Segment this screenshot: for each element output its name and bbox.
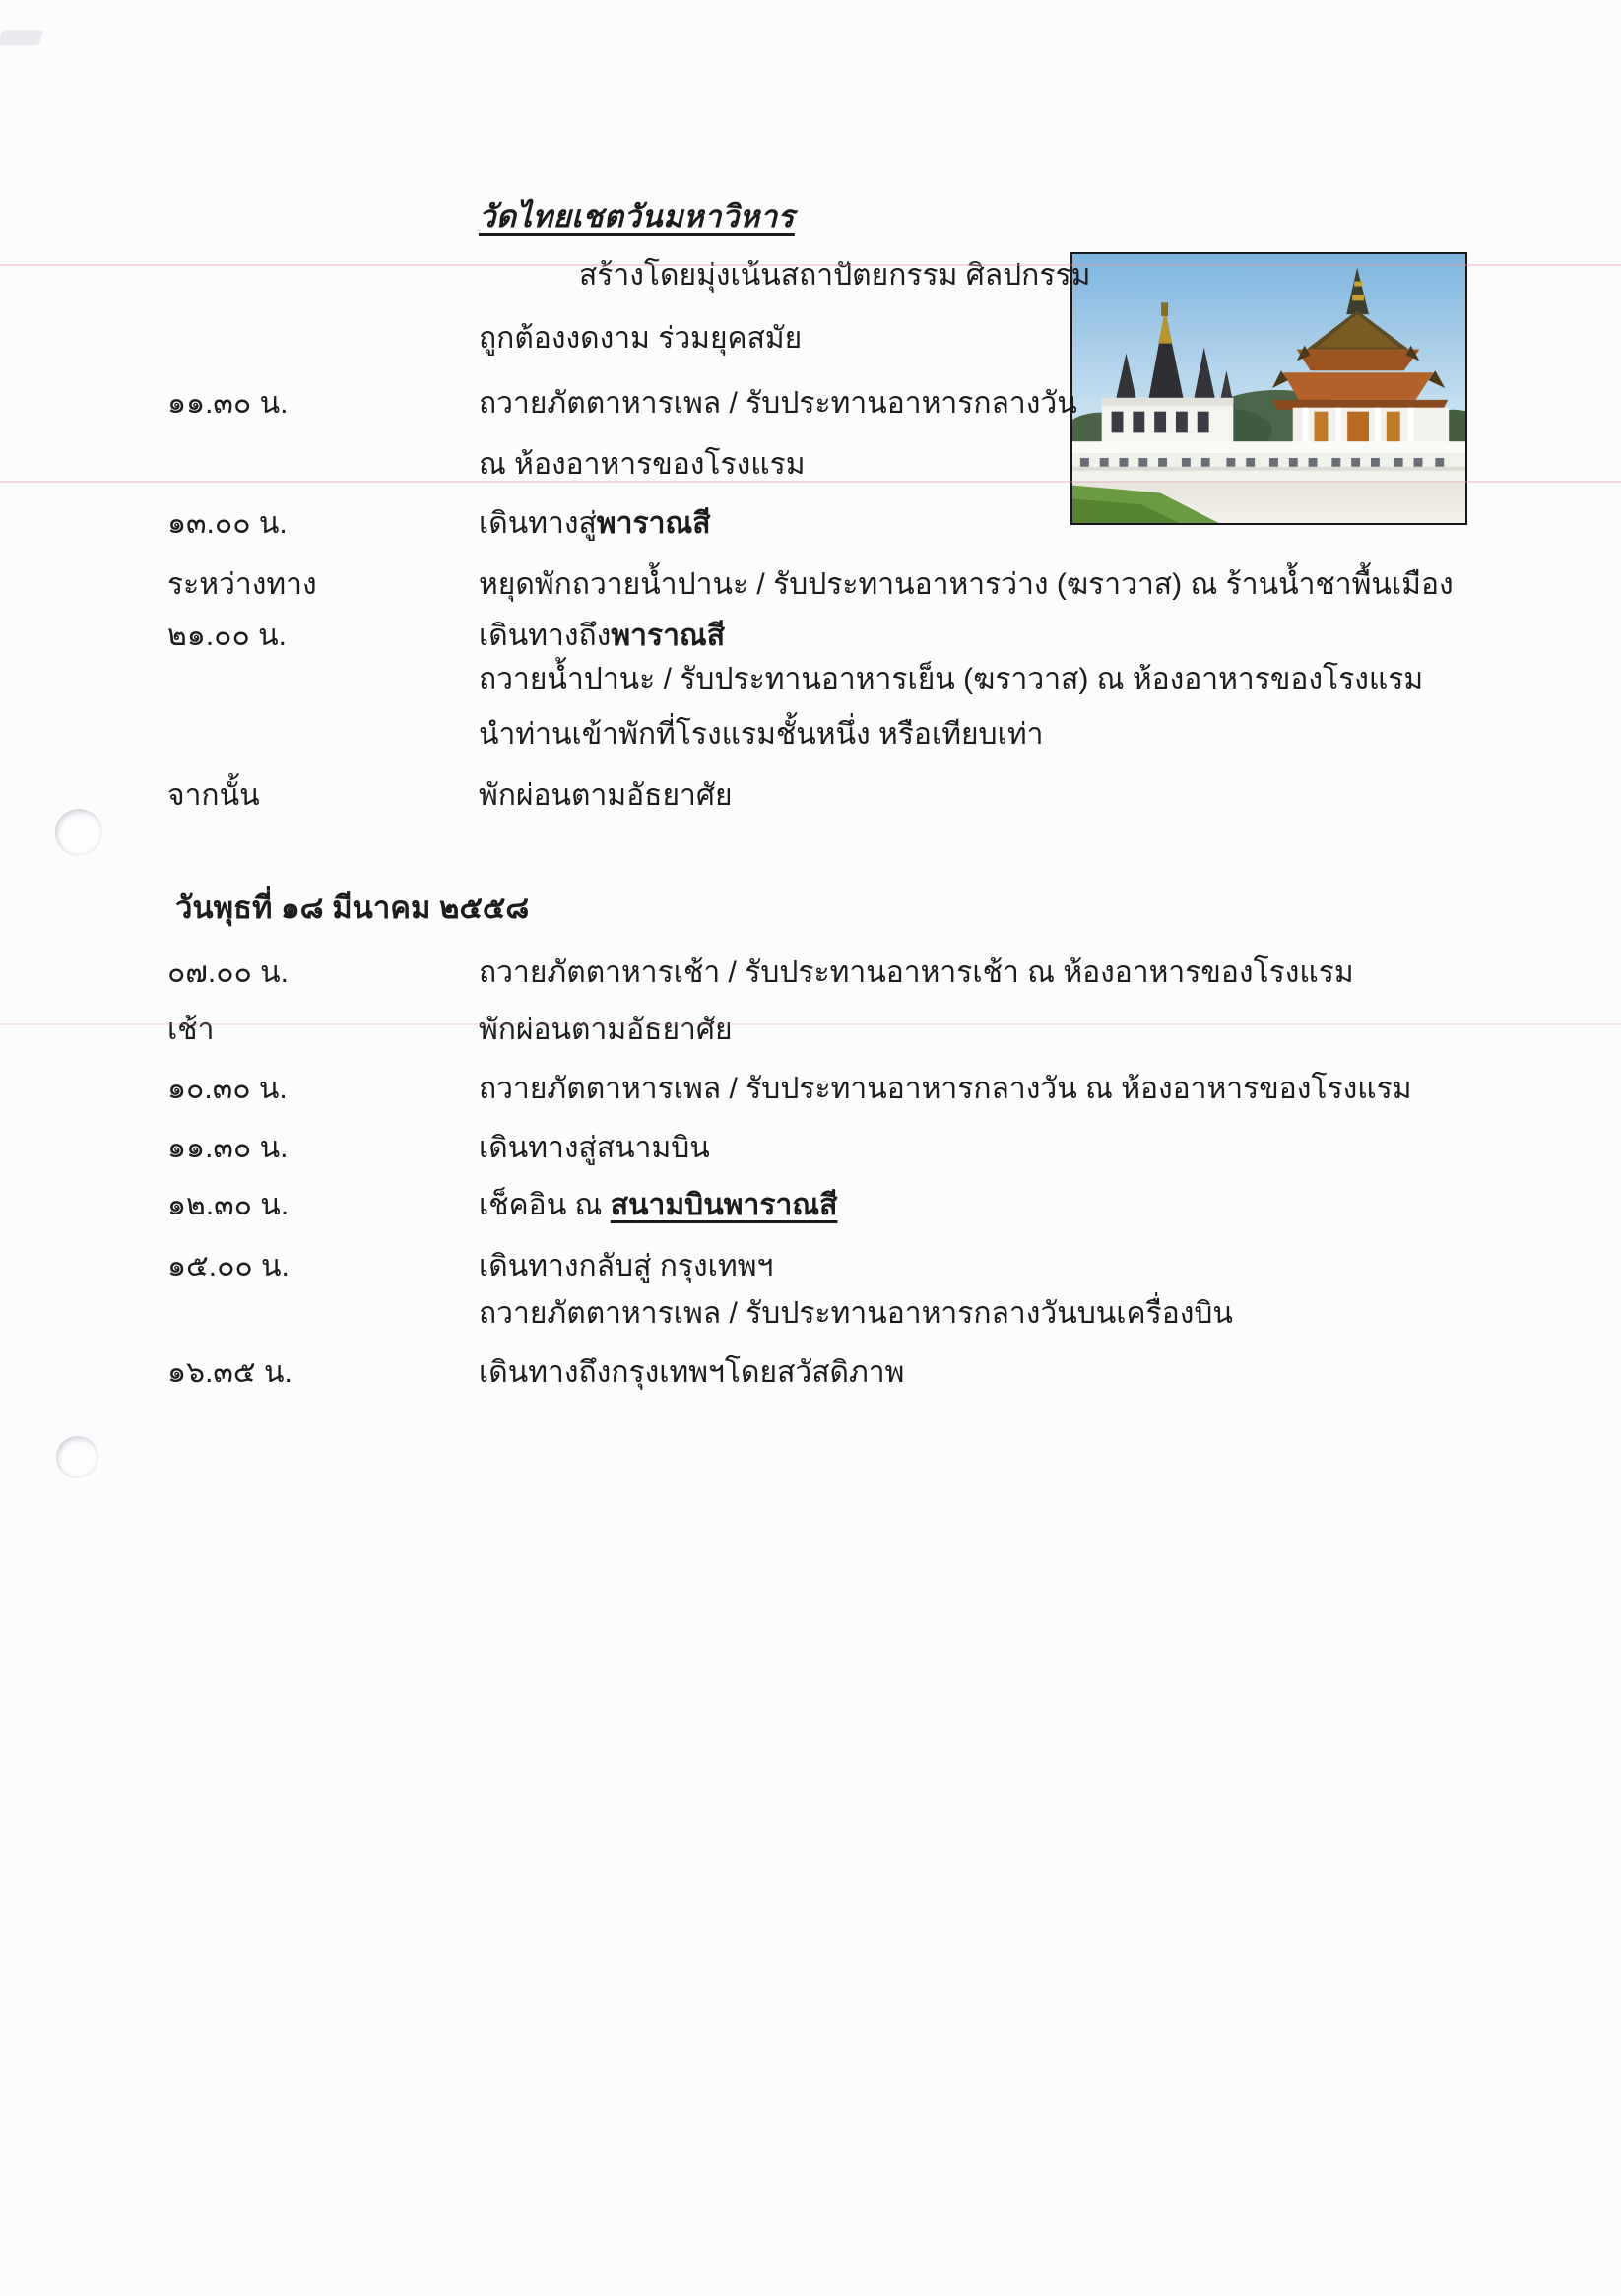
description-segment: ถวายน้ำปานะ / รับประทานอาหารเย็น (ฆราวาส) ณ ห้องอาหารของโรงแรม bbox=[479, 663, 1424, 695]
description-segment: ถวายภัตตาหารเช้า / รับประทานอาหารเช้า ณ ห้องอาหารของโรงแรม bbox=[479, 956, 1354, 989]
description-segment: สนามบินพาราณสี bbox=[610, 1189, 838, 1221]
row-time-label: ๒๑.๐๐ น. bbox=[167, 620, 287, 652]
row-time-label: ระหว่างทาง bbox=[167, 568, 317, 601]
description-segment: ถวายภัตตาหารเพล / รับประทานอาหารกลางวัน bbox=[479, 387, 1077, 420]
row-description bbox=[479, 613, 725, 659]
description-segment: พักผ่อนตามอัธยาศัย bbox=[479, 779, 733, 812]
itinerary-row bbox=[0, 1125, 1621, 1172]
day2-date-header: วันพุธที่ ๑๘ มีนาคม ๒๕๕๘ bbox=[175, 890, 530, 925]
row-time-label: ๑๖.๓๕ น. bbox=[167, 1356, 292, 1389]
itinerary-row bbox=[0, 950, 1621, 997]
description-segment: ถูกต้องงดงาม ร่วมยุคสมัย bbox=[479, 322, 803, 355]
itinerary-row bbox=[0, 252, 1621, 299]
description-segment: เดินทางถึงกรุงเทพฯโดยสวัสดิภาพ bbox=[479, 1356, 905, 1389]
itinerary-row bbox=[0, 561, 1621, 609]
description-segment: เดินทางสู่ bbox=[479, 507, 597, 540]
hole-punch-mark bbox=[56, 1436, 98, 1478]
row-time-label: ๑๑.๓๐ น. bbox=[167, 387, 289, 420]
scan-smudge bbox=[0, 30, 44, 45]
itinerary-row bbox=[0, 1182, 1621, 1229]
row-description bbox=[479, 950, 1354, 996]
description-segment: เดินทางสู่สนามบิน bbox=[479, 1132, 710, 1164]
row-description bbox=[479, 500, 711, 547]
description-segment: พาราณสี bbox=[611, 620, 726, 652]
itinerary-row bbox=[0, 1066, 1621, 1113]
description-segment: พาราณสี bbox=[596, 507, 711, 540]
row-time-label: เช้า bbox=[167, 1014, 215, 1046]
itinerary-row bbox=[0, 656, 1621, 703]
row-time-label: ๑๐.๓๐ น. bbox=[167, 1073, 288, 1105]
description-segment: นำท่านเข้าพักที่โรงแรมชั้นหนึ่ง หรือเทียบเท่า bbox=[479, 718, 1044, 751]
description-segment: ถวายภัตตาหารเพล / รับประทานอาหารกลางวัน ณ ห้องอาหารของโรงแรม bbox=[479, 1073, 1412, 1105]
row-time-label: ๑๓.๐๐ น. bbox=[167, 507, 288, 540]
itinerary-row bbox=[0, 441, 1621, 489]
row-description bbox=[579, 252, 1090, 298]
row-description bbox=[479, 1243, 773, 1289]
description-segment: เช็คอิน ณ bbox=[479, 1189, 611, 1221]
row-description bbox=[479, 656, 1423, 702]
row-description bbox=[479, 711, 1043, 757]
itinerary-row bbox=[0, 613, 1621, 660]
itinerary-row bbox=[0, 1290, 1621, 1338]
row-description bbox=[479, 315, 802, 361]
description-segment: ณ ห้องอาหารของโรงแรม bbox=[479, 448, 806, 481]
row-description bbox=[479, 1182, 837, 1228]
row-description bbox=[479, 772, 733, 819]
row-description bbox=[479, 380, 1077, 426]
row-time-label: ๐๗.๐๐ น. bbox=[167, 956, 290, 989]
row-time-label: ๑๒.๓๐ น. bbox=[167, 1189, 290, 1221]
itinerary-row bbox=[0, 772, 1621, 820]
description-segment: หยุดพักถวายน้ำปานะ / รับประทานอาหารว่าง (ฆราวาส) ณ ร้านน้ำชาพื้นเมือง bbox=[479, 568, 1454, 601]
description-segment: สร้างโดยมุ่งเน้นสถาปัตยกรรม ศิลปกรรม bbox=[579, 259, 1091, 292]
row-time-label: จากนั้น bbox=[167, 779, 260, 812]
row-description bbox=[479, 441, 805, 488]
itinerary-row bbox=[0, 1243, 1621, 1290]
itinerary-row bbox=[0, 1007, 1621, 1054]
row-time-label: ๑๕.๐๐ น. bbox=[167, 1250, 290, 1282]
row-time-label: ๑๑.๓๐ น. bbox=[167, 1132, 289, 1164]
row-description bbox=[479, 1066, 1412, 1112]
itinerary-row bbox=[0, 380, 1621, 427]
page-title: วัดไทยเชตวันมหาวิหาร bbox=[479, 199, 795, 233]
description-segment: เดินทางถึง bbox=[479, 620, 612, 652]
description-segment: ถวายภัตตาหารเพล / รับประทานอาหารกลางวันบนเครื่องบิน bbox=[479, 1297, 1233, 1330]
row-description bbox=[479, 1290, 1233, 1337]
itinerary-row bbox=[0, 500, 1621, 548]
itinerary-row bbox=[0, 315, 1621, 362]
description-segment: พักผ่อนตามอัธยาศัย bbox=[479, 1014, 733, 1046]
hole-punch-mark bbox=[55, 809, 102, 856]
row-description bbox=[479, 1349, 904, 1396]
itinerary-row bbox=[0, 1349, 1621, 1397]
row-description bbox=[479, 1125, 710, 1171]
row-description bbox=[479, 561, 1454, 608]
row-description bbox=[479, 1007, 733, 1053]
itinerary-row bbox=[0, 711, 1621, 758]
description-segment: เดินทางกลับสู่ กรุงเทพฯ bbox=[479, 1250, 774, 1282]
